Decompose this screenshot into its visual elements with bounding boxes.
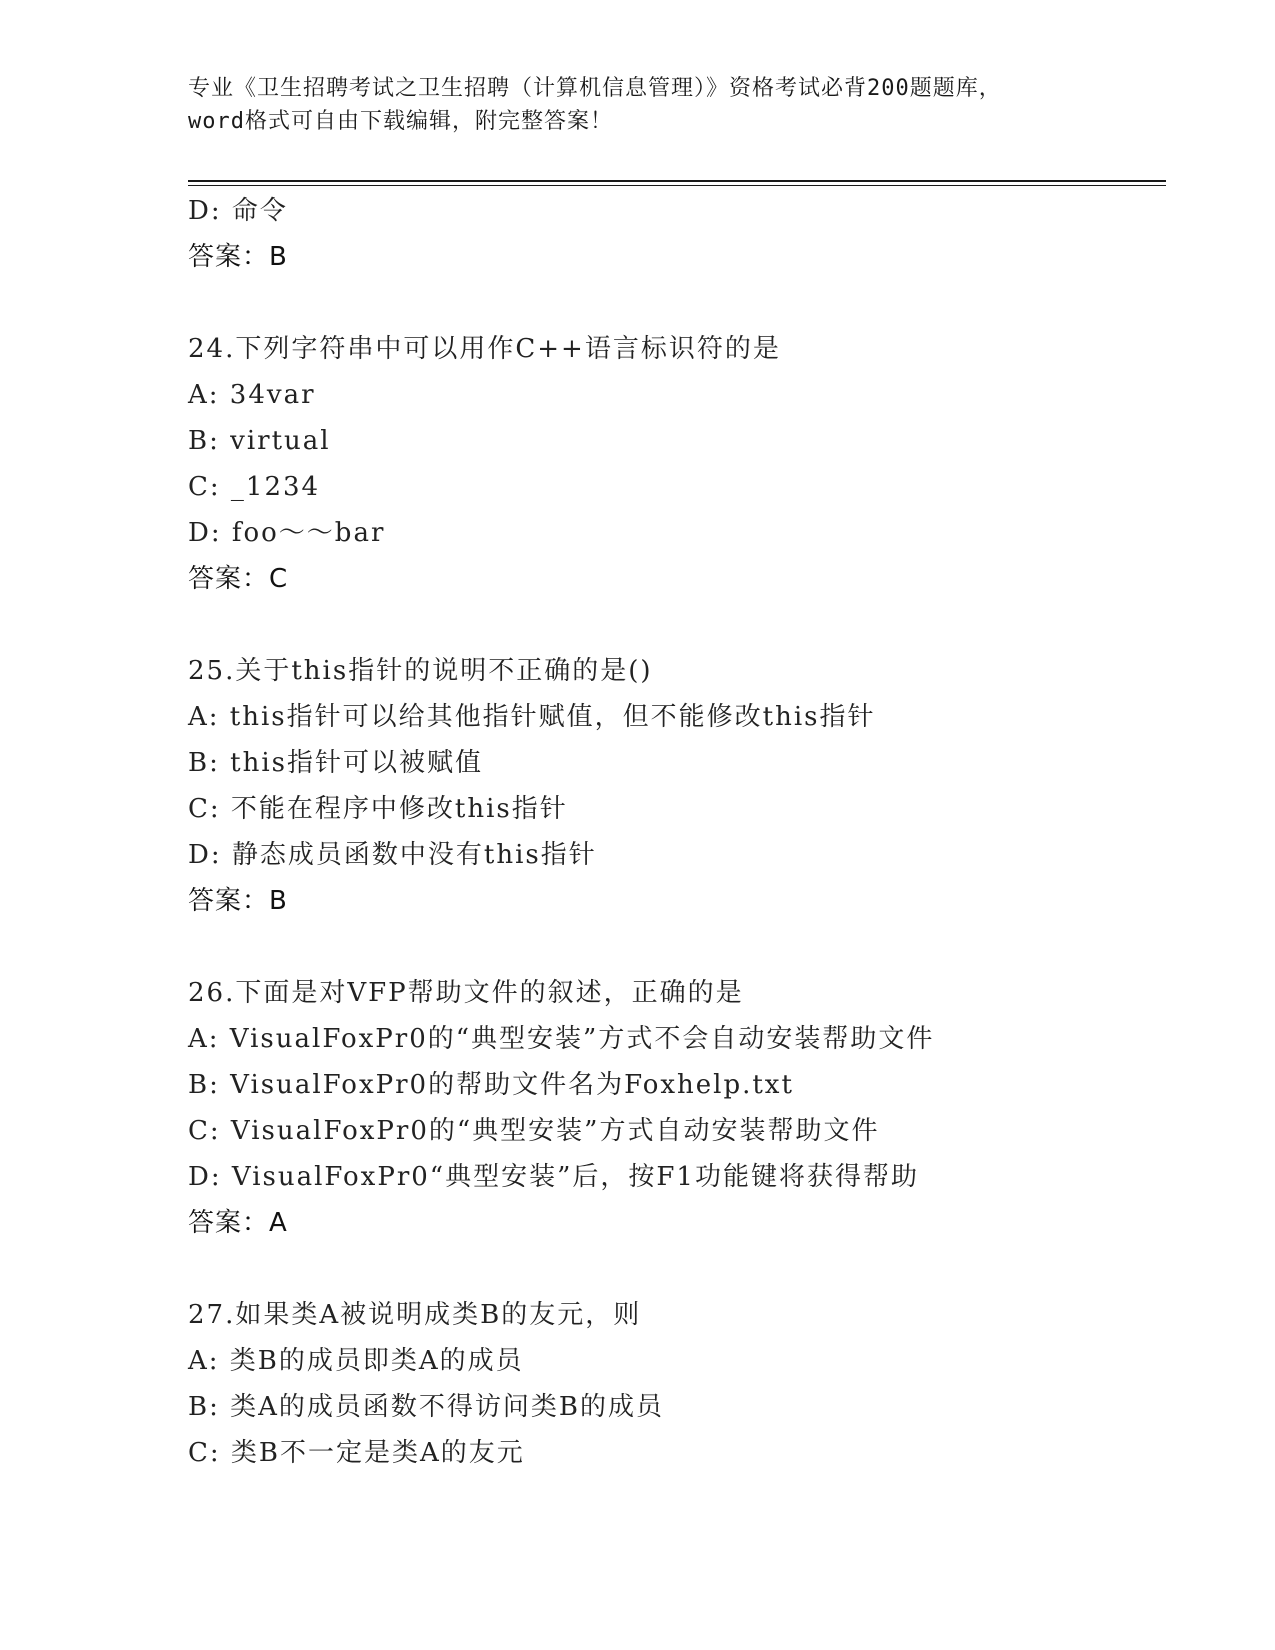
option-c: C: _1234: [188, 472, 321, 502]
option-d: D: 命令: [188, 196, 288, 226]
header-title-line-2: word格式可自由下载编辑，附完整答案！: [188, 109, 613, 134]
question-26: [188, 970, 1178, 1246]
option-b: B: this指针可以被赋值: [188, 748, 483, 778]
question-spacer: [188, 602, 1178, 648]
question-25: [188, 648, 1178, 924]
header-rule-thin: [188, 185, 1166, 186]
option-a: A: 类B的成员即类A的成员: [188, 1346, 524, 1376]
option-d: D: foo～～bar: [188, 518, 386, 548]
option-c: C: VisualFoxPr0的“典型安装”方式自动安装帮助文件: [188, 1116, 880, 1146]
option-b: B: virtual: [188, 426, 331, 456]
question-stem: 26.下面是对VFP帮助文件的叙述，正确的是: [188, 978, 744, 1008]
answer-line: 答案：B: [188, 242, 288, 272]
document-header: [188, 72, 1088, 138]
option-c: C: 类B不一定是类A的友元: [188, 1438, 525, 1468]
option-d: D: 静态成员函数中没有this指针: [188, 840, 597, 870]
option-d: D: VisualFoxPr0“典型安装”后，按F1功能键将获得帮助: [188, 1162, 919, 1192]
question-stem: 25.关于this指针的说明不正确的是(): [188, 656, 653, 686]
question-stem: 27.如果类A被说明成类B的友元，则: [188, 1300, 642, 1330]
option-a: A: VisualFoxPr0的“典型安装”方式不会自动安装帮助文件: [188, 1024, 935, 1054]
answer-line: 答案：A: [188, 1208, 288, 1238]
question-spacer: [188, 924, 1178, 970]
header-title-line-1: 专业《卫生招聘考试之卫生招聘（计算机信息管理）》资格考试必背200题题库，: [188, 76, 1002, 101]
option-a: A: this指针可以给其他指针赋值，但不能修改this指针: [188, 702, 876, 732]
option-c: C: 不能在程序中修改this指针: [188, 794, 568, 824]
option-b: B: 类A的成员函数不得访问类B的成员: [188, 1392, 665, 1422]
question-spacer: [188, 280, 1178, 326]
answer-line: 答案：C: [188, 564, 289, 594]
header-rule-thick: [188, 180, 1166, 182]
option-b: B: VisualFoxPr0的帮助文件名为Foxhelp.txt: [188, 1070, 794, 1100]
question-list: [188, 188, 1178, 1476]
question-24: [188, 326, 1178, 602]
question-23-tail: [188, 188, 1178, 280]
question-spacer: [188, 1246, 1178, 1292]
question-27: [188, 1292, 1178, 1476]
option-a: A: 34var: [188, 380, 316, 410]
question-stem: 24.下列字符串中可以用作C++语言标识符的是: [188, 334, 781, 364]
answer-line: 答案：B: [188, 886, 288, 916]
